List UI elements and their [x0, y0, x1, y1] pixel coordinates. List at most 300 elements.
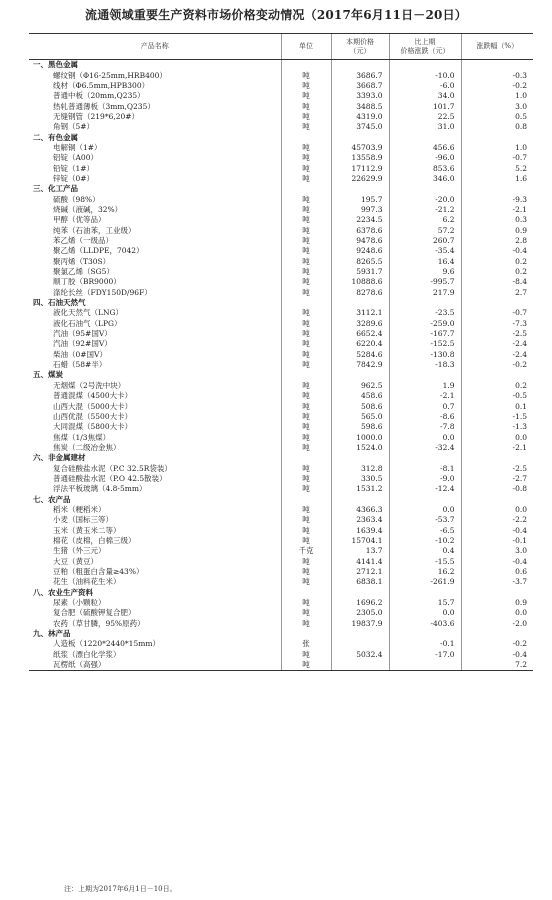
- price-cell: 312.8: [331, 463, 389, 473]
- empty-cell: [461, 453, 533, 463]
- unit-cell: 吨: [281, 401, 331, 411]
- table-row: [29, 267, 533, 277]
- empty-cell: [281, 184, 331, 194]
- unit-cell: 吨: [281, 598, 331, 608]
- change-cell: 101.7: [389, 101, 461, 111]
- header-name: 产品名称: [29, 34, 281, 60]
- pct-cell: 7.2: [461, 660, 533, 671]
- price-cell: 9248.6: [331, 246, 389, 256]
- change-cell: -53.7: [389, 515, 461, 525]
- change-cell: 1.9: [389, 381, 461, 391]
- price-cell: 4319.0: [331, 112, 389, 122]
- pct-cell: 0.6: [461, 567, 533, 577]
- pct-cell: 0.0: [461, 505, 533, 515]
- pct-cell: -0.3: [461, 70, 533, 80]
- product-name: 稻米（粳稻米）: [53, 504, 106, 514]
- unit-cell: 吨: [281, 143, 331, 153]
- change-cell: 15.7: [389, 598, 461, 608]
- empty-cell: [331, 453, 389, 463]
- price-cell: 6652.4: [331, 329, 389, 339]
- price-cell: 1000.0: [331, 432, 389, 442]
- product-name: 尿素（小颗粒）: [53, 598, 106, 608]
- price-cell: [331, 660, 389, 671]
- table-row: [29, 391, 533, 401]
- change-cell: 217.9: [389, 288, 461, 298]
- unit-cell: 吨: [281, 246, 331, 256]
- product-name: 聚丙烯（T30S）: [53, 256, 111, 266]
- table-row: [29, 639, 533, 649]
- table-row: [29, 608, 533, 618]
- product-name: 瓦楞纸（高强）: [29, 660, 281, 671]
- product-name: 花生（油料花生米）: [53, 577, 121, 587]
- table-row: [29, 163, 533, 173]
- unit-cell: 吨: [281, 277, 331, 287]
- empty-cell: [389, 370, 461, 380]
- footnote: 注：上期为2017年6月1日－10日。: [64, 885, 177, 893]
- change-cell: 31.0: [389, 122, 461, 132]
- price-cell: 45703.9: [331, 143, 389, 153]
- product-name: 焦炭（二级冶金焦）: [53, 442, 121, 452]
- pct-cell: 2.8: [461, 236, 533, 246]
- header-unit: 单位: [281, 34, 331, 60]
- table-header: [29, 34, 533, 60]
- change-cell: -35.4: [389, 246, 461, 256]
- product-name: 螺纹钢（Φ16-25mm,HRB400）: [53, 70, 167, 80]
- pct-cell: -0.4: [461, 650, 533, 660]
- price-cell: 5931.7: [331, 267, 389, 277]
- pct-cell: -0.4: [461, 525, 533, 535]
- pct-cell: 0.1: [461, 401, 533, 411]
- empty-cell: [331, 298, 389, 308]
- empty-cell: [389, 184, 461, 194]
- change-cell: -15.5: [389, 557, 461, 567]
- unit-cell: 吨: [281, 163, 331, 173]
- price-cell: 1524.0: [331, 443, 389, 453]
- pct-cell: -0.2: [461, 639, 533, 649]
- price-cell: 3488.5: [331, 101, 389, 111]
- change-cell: 34.0: [389, 91, 461, 101]
- table-row: [29, 329, 533, 339]
- unit-cell: 吨: [281, 432, 331, 442]
- pct-cell: 0.0: [461, 608, 533, 618]
- product-name: 普通硅酸盐水泥（P.O 42.5散装）: [53, 473, 167, 483]
- empty-cell: [331, 132, 389, 142]
- change-cell: -152.5: [389, 339, 461, 349]
- table-row: [29, 650, 533, 660]
- change-cell: 456.6: [389, 143, 461, 153]
- table-row: [29, 101, 533, 111]
- table-row: [29, 143, 533, 153]
- price-cell: 10888.6: [331, 277, 389, 287]
- product-name: 普通中板（20mm,Q235）: [53, 91, 145, 101]
- category-row: [29, 370, 533, 380]
- price-cell: 8265.5: [331, 257, 389, 267]
- table-row: [29, 153, 533, 163]
- pct-cell: -0.8: [461, 484, 533, 494]
- header-change: 比上期 价格涨跌（元）: [389, 34, 461, 60]
- price-cell: 3393.0: [331, 91, 389, 101]
- product-name: 农药（草甘膦，95%原药）: [53, 618, 145, 628]
- product-name: 复合硅酸盐水泥（P.C 32.5R袋装）: [53, 463, 172, 473]
- pct-cell: -0.5: [461, 391, 533, 401]
- change-cell: 16.4: [389, 257, 461, 267]
- price-cell: 5032.4: [331, 650, 389, 660]
- unit-cell: 吨: [281, 660, 331, 671]
- unit-cell: 吨: [281, 360, 331, 370]
- table-row: [29, 350, 533, 360]
- table-row: [29, 422, 533, 432]
- pct-cell: 1.6: [461, 174, 533, 184]
- price-cell: 2305.0: [331, 608, 389, 618]
- pct-cell: -3.7: [461, 577, 533, 587]
- empty-cell: [281, 629, 331, 639]
- table-row: [29, 215, 533, 225]
- change-cell: 0.7: [389, 401, 461, 411]
- table-row: [29, 515, 533, 525]
- price-cell: 13558.9: [331, 153, 389, 163]
- change-cell: -10.2: [389, 536, 461, 546]
- table-row: [29, 277, 533, 287]
- change-cell: -12.4: [389, 484, 461, 494]
- unit-cell: 吨: [281, 267, 331, 277]
- empty-cell: [281, 298, 331, 308]
- unit-cell: 吨: [281, 350, 331, 360]
- product-name: 普通混煤（4500大卡）: [53, 391, 133, 401]
- table-row: [29, 339, 533, 349]
- product-name: 山西大混（5000大卡）: [53, 401, 133, 411]
- category-row: [29, 453, 533, 463]
- category-row: [29, 494, 533, 504]
- table-body: [29, 60, 533, 671]
- change-cell: -6.0: [389, 81, 461, 91]
- empty-cell: [461, 370, 533, 380]
- empty-cell: [389, 60, 461, 71]
- empty-cell: [461, 588, 533, 598]
- pct-cell: -0.1: [461, 536, 533, 546]
- change-cell: 16.2: [389, 567, 461, 577]
- price-cell: 15704.1: [331, 536, 389, 546]
- change-cell: -261.9: [389, 577, 461, 587]
- table-row: [29, 546, 533, 556]
- change-cell: [389, 660, 461, 671]
- empty-cell: [461, 60, 533, 71]
- unit-cell: 吨: [281, 81, 331, 91]
- category-row: [29, 298, 533, 308]
- category-label: 七、农产品: [33, 494, 71, 504]
- table-row: [29, 432, 533, 442]
- product-name: 涤纶长丝（FDY150D/96F）: [53, 287, 152, 297]
- change-cell: 0.0: [389, 608, 461, 618]
- unit-cell: 吨: [281, 650, 331, 660]
- empty-cell: [389, 132, 461, 142]
- unit-cell: 吨: [281, 484, 331, 494]
- pct-cell: 0.9: [461, 598, 533, 608]
- change-cell: -20.0: [389, 194, 461, 204]
- product-name: 汽油（95#国Ⅴ）: [53, 329, 112, 339]
- empty-cell: [331, 184, 389, 194]
- table-row: [29, 463, 533, 473]
- unit-cell: 吨: [281, 112, 331, 122]
- pct-cell: 1.0: [461, 143, 533, 153]
- product-name: 棉花（皮棉，白棉三级）: [53, 535, 136, 545]
- unit-cell: 吨: [281, 525, 331, 535]
- unit-cell: 千克: [281, 546, 331, 556]
- pct-cell: -0.7: [461, 153, 533, 163]
- pct-cell: 0.8: [461, 122, 533, 132]
- unit-cell: 吨: [281, 443, 331, 453]
- product-name: 大豆（黄豆）: [53, 556, 98, 566]
- table-row: [29, 319, 533, 329]
- empty-cell: [281, 60, 331, 71]
- product-name: 无缝钢管（219*6,20#）: [53, 111, 140, 121]
- product-name: 电解铜（1#）: [53, 142, 102, 152]
- unit-cell: 吨: [281, 329, 331, 339]
- price-cell: 1696.2: [331, 598, 389, 608]
- change-cell: 853.6: [389, 163, 461, 173]
- price-cell: 508.6: [331, 401, 389, 411]
- pct-cell: -2.4: [461, 350, 533, 360]
- price-cell: 962.5: [331, 381, 389, 391]
- product-name: 聚氯乙烯（SG5）: [53, 267, 114, 277]
- table-row: [29, 246, 533, 256]
- unit-cell: 吨: [281, 515, 331, 525]
- price-cell: 3289.6: [331, 319, 389, 329]
- category-label: 三、化工产品: [33, 184, 78, 194]
- product-name: 苯乙烯（一级品）: [53, 236, 113, 246]
- pct-cell: -2.7: [461, 474, 533, 484]
- price-cell: 3112.1: [331, 308, 389, 318]
- change-cell: 22.5: [389, 112, 461, 122]
- product-name: 人造板（1220*2440*15mm）: [53, 639, 160, 649]
- product-name: 无烟煤（2号洗中块）: [53, 380, 126, 390]
- change-cell: 6.2: [389, 215, 461, 225]
- product-name: 线材（Φ6.5mm,HPB300）: [53, 80, 150, 90]
- change-cell: -259.0: [389, 319, 461, 329]
- change-cell: 0.0: [389, 432, 461, 442]
- change-cell: 260.7: [389, 236, 461, 246]
- product-name: 柴油（0#国Ⅴ）: [53, 349, 107, 359]
- table-row: [29, 443, 533, 453]
- change-cell: -6.5: [389, 525, 461, 535]
- unit-cell: 吨: [281, 412, 331, 422]
- price-cell: 6378.6: [331, 226, 389, 236]
- change-cell: -995.7: [389, 277, 461, 287]
- pct-cell: 2.7: [461, 288, 533, 298]
- change-cell: -32.4: [389, 443, 461, 453]
- unit-cell: 吨: [281, 319, 331, 329]
- pct-cell: -0.2: [461, 81, 533, 91]
- table-row: [29, 557, 533, 567]
- header-pct: 涨跌幅（%）: [461, 34, 533, 60]
- price-cell: 9478.6: [331, 236, 389, 246]
- pct-cell: -2.1: [461, 205, 533, 215]
- unit-cell: 吨: [281, 474, 331, 484]
- header-price: 本期价格 （元）: [331, 34, 389, 60]
- table-row: [29, 205, 533, 215]
- change-cell: 9.6: [389, 267, 461, 277]
- unit-cell: 吨: [281, 257, 331, 267]
- table-row: [29, 598, 533, 608]
- product-name: 山西优混（5500大卡）: [53, 411, 133, 421]
- table-row: [29, 412, 533, 422]
- product-name: 甲醇（优等品）: [53, 215, 106, 225]
- table-row: [29, 505, 533, 515]
- unit-cell: 吨: [281, 557, 331, 567]
- price-cell: [331, 639, 389, 649]
- empty-cell: [331, 370, 389, 380]
- category-label: 五、煤炭: [33, 370, 63, 380]
- change-cell: -23.5: [389, 308, 461, 318]
- product-name: 聚乙烯（LLDPE，7042）: [53, 246, 144, 256]
- change-cell: 346.0: [389, 174, 461, 184]
- unit-cell: 吨: [281, 422, 331, 432]
- product-name: 石蜡（58#半）: [53, 360, 107, 370]
- unit-cell: 吨: [281, 70, 331, 80]
- empty-cell: [281, 370, 331, 380]
- product-name: 烧碱（液碱，32%）: [53, 204, 123, 214]
- price-cell: 22629.9: [331, 174, 389, 184]
- product-name: 锌锭（0#）: [53, 173, 95, 183]
- change-cell: 0.0: [389, 505, 461, 515]
- table-row: [29, 474, 533, 484]
- table-row: [29, 360, 533, 370]
- table-row: [29, 174, 533, 184]
- pct-cell: -2.4: [461, 339, 533, 349]
- unit-cell: 吨: [281, 174, 331, 184]
- category-label: 六、非金属建材: [33, 453, 86, 463]
- change-cell: -8.1: [389, 463, 461, 473]
- empty-cell: [389, 588, 461, 598]
- pct-cell: -2.5: [461, 463, 533, 473]
- category-row: [29, 588, 533, 598]
- pct-cell: 0.5: [461, 112, 533, 122]
- price-cell: 4366.3: [331, 505, 389, 515]
- pct-cell: -0.4: [461, 557, 533, 567]
- unit-cell: 吨: [281, 205, 331, 215]
- pct-cell: -0.4: [461, 246, 533, 256]
- price-cell: 195.7: [331, 194, 389, 204]
- price-cell: 3668.7: [331, 81, 389, 91]
- product-name: 液化天然气（LNG）: [53, 308, 124, 318]
- change-cell: -18.3: [389, 360, 461, 370]
- product-name: 豆粕（粗蛋白含量≥43%）: [53, 567, 144, 577]
- table-row: [29, 112, 533, 122]
- product-name: 复合肥（硫酸钾复合肥）: [53, 608, 136, 618]
- change-cell: -21.2: [389, 205, 461, 215]
- empty-cell: [461, 298, 533, 308]
- unit-cell: 吨: [281, 215, 331, 225]
- change-cell: -96.0: [389, 153, 461, 163]
- empty-cell: [331, 629, 389, 639]
- empty-cell: [331, 588, 389, 598]
- unit-cell: 吨: [281, 608, 331, 618]
- product-name: 纯苯（石油苯，工业级）: [53, 225, 136, 235]
- category-label: 一、黑色金属: [33, 60, 78, 70]
- unit-cell: 吨: [281, 463, 331, 473]
- unit-cell: 吨: [281, 339, 331, 349]
- empty-cell: [281, 494, 331, 504]
- change-cell: -9.0: [389, 474, 461, 484]
- price-cell: 19837.9: [331, 619, 389, 629]
- price-cell: 2234.5: [331, 215, 389, 225]
- product-name: 铝锭（A00）: [53, 153, 98, 163]
- table-row: [29, 288, 533, 298]
- price-cell: 2363.4: [331, 515, 389, 525]
- change-cell: -0.1: [389, 639, 461, 649]
- price-cell: 3745.0: [331, 122, 389, 132]
- page-title: 流通领域重要生产资料市场价格变动情况（2017年6月11日－20日）: [85, 8, 467, 22]
- empty-cell: [281, 453, 331, 463]
- product-name: 大同混煤（5800大卡）: [53, 422, 133, 432]
- product-name: 生猪（外三元）: [53, 546, 106, 556]
- pct-cell: 1.0: [461, 91, 533, 101]
- price-cell: 6220.4: [331, 339, 389, 349]
- unit-cell: 吨: [281, 288, 331, 298]
- change-cell: -2.1: [389, 391, 461, 401]
- price-cell: 1531.2: [331, 484, 389, 494]
- product-name: 玉米（黄玉米二等）: [53, 525, 121, 535]
- pct-cell: -2.5: [461, 329, 533, 339]
- price-cell: 6838.1: [331, 577, 389, 587]
- empty-cell: [461, 629, 533, 639]
- table-row: [29, 194, 533, 204]
- pct-cell: 0.3: [461, 215, 533, 225]
- price-cell: 7842.9: [331, 360, 389, 370]
- table-row: [29, 81, 533, 91]
- empty-cell: [389, 453, 461, 463]
- table-row: [29, 536, 533, 546]
- unit-cell: 吨: [281, 536, 331, 546]
- change-cell: 0.4: [389, 546, 461, 556]
- unit-cell: 张: [281, 639, 331, 649]
- table-row: [29, 484, 533, 494]
- unit-cell: 吨: [281, 391, 331, 401]
- unit-cell: 吨: [281, 122, 331, 132]
- price-table: [29, 33, 533, 671]
- pct-cell: 0.0: [461, 432, 533, 442]
- empty-cell: [389, 298, 461, 308]
- pct-cell: -0.7: [461, 308, 533, 318]
- product-name: 铅锭（1#）: [53, 163, 95, 173]
- empty-cell: [281, 588, 331, 598]
- table-row: [29, 567, 533, 577]
- empty-cell: [461, 132, 533, 142]
- price-cell: 4141.4: [331, 557, 389, 567]
- table-row: [29, 70, 533, 80]
- product-name: 液化石油气（LPG）: [53, 318, 122, 328]
- pct-cell: -2.0: [461, 619, 533, 629]
- unit-cell: 吨: [281, 91, 331, 101]
- product-name: 顺丁胶（BR9000）: [53, 277, 121, 287]
- category-row: [29, 60, 533, 71]
- pct-cell: -1.5: [461, 412, 533, 422]
- product-name: 小麦（国标三等）: [53, 515, 113, 525]
- table-row: [29, 619, 533, 629]
- pct-cell: 3.0: [461, 101, 533, 111]
- product-name: 焦煤（1/3焦煤）: [53, 432, 111, 442]
- category-label: 二、有色金属: [33, 132, 78, 142]
- pct-cell: -1.3: [461, 422, 533, 432]
- category-label: 九、林产品: [33, 629, 71, 639]
- pct-cell: 0.2: [461, 257, 533, 267]
- unit-cell: 吨: [281, 381, 331, 391]
- table-row: [29, 236, 533, 246]
- unit-cell: 吨: [281, 226, 331, 236]
- change-cell: -10.0: [389, 70, 461, 80]
- change-cell: 57.2: [389, 226, 461, 236]
- category-label: 四、石油天然气: [33, 298, 86, 308]
- change-cell: -17.0: [389, 650, 461, 660]
